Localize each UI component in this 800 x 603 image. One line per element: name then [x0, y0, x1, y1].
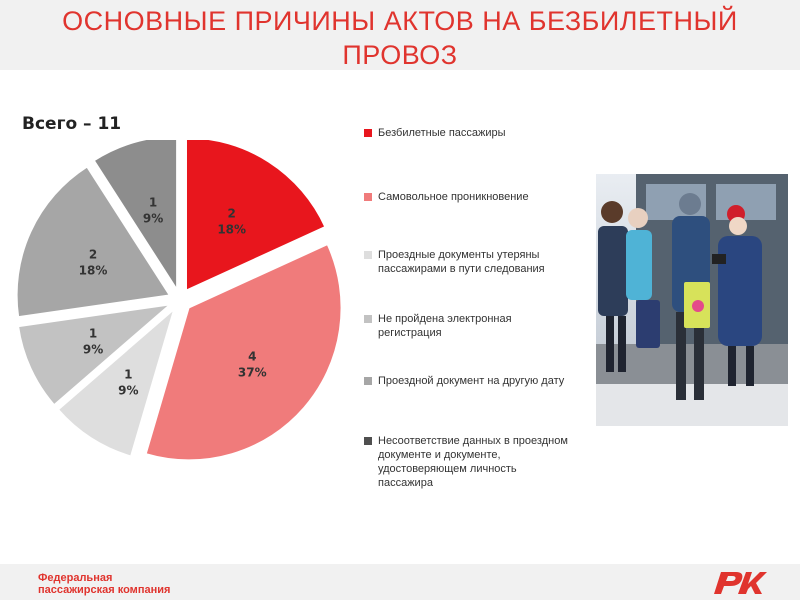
pie-percent-label: 9%	[118, 383, 139, 398]
page-title	[0, 4, 800, 72]
pie-value-label: 4	[248, 349, 257, 364]
pie-percent-label: 18%	[78, 263, 108, 278]
legend-label-line: регистрация	[378, 327, 442, 339]
legend-label-line: Проездные документы утеряны	[378, 249, 540, 261]
legend-swatch	[364, 377, 372, 385]
rzd-logo	[708, 568, 774, 603]
legend-item	[364, 126, 506, 140]
legend-label	[378, 434, 568, 490]
pie-value-label: 1	[148, 195, 158, 210]
legend-swatch	[364, 193, 372, 201]
legend-label	[378, 312, 512, 340]
legend-swatch	[364, 315, 372, 323]
legend-label	[378, 374, 564, 388]
legend-label-line: Несоответствие данных в проездном	[378, 435, 568, 447]
legend-label-line: пассажира	[378, 477, 433, 489]
legend-label-line: документе и документе,	[378, 449, 501, 461]
total-label: Всего – 11	[22, 114, 122, 134]
legend-item	[364, 374, 564, 388]
legend-label-line: Самовольное проникновение	[378, 191, 529, 203]
legend-label-line: Проездной документ на другую дату	[378, 375, 565, 387]
legend-item	[364, 190, 529, 204]
pie-value-label: 1	[88, 326, 98, 341]
legend-label	[378, 126, 506, 140]
pie-percent-label: 37%	[237, 365, 267, 380]
legend-item	[364, 434, 568, 490]
pie-percent-label: 9%	[142, 211, 164, 226]
company-line-2: пассажирская компания	[38, 584, 171, 596]
pie-chart	[0, 140, 360, 480]
company-name	[38, 572, 170, 596]
company-line-1: Федеральная	[38, 572, 113, 584]
pie-value-label: 2	[88, 247, 98, 262]
legend-swatch	[364, 129, 372, 137]
legend-label-line: Безбилетные пассажиры	[378, 127, 506, 139]
legend-swatch	[364, 437, 372, 445]
pie-percent-label: 18%	[217, 222, 247, 237]
legend-label	[378, 190, 529, 204]
pie-value-label: 2	[227, 206, 236, 221]
legend-label	[378, 248, 545, 276]
photo-passengers-and-conductor	[596, 174, 788, 426]
legend-label-line: удостоверяющем личность	[378, 463, 517, 475]
pie-value-label: 1	[124, 367, 133, 382]
legend-swatch	[364, 251, 372, 259]
title-line-2: ПРОВОЗ	[342, 40, 458, 70]
legend-item	[364, 248, 545, 276]
legend-label-line: пассажирами в пути следования	[378, 263, 545, 275]
title-line-1: ОСНОВНЫЕ ПРИЧИНЫ АКТОВ НА БЕЗБИЛЕТНЫЙ	[62, 6, 738, 36]
legend-label-line: Не пройдена электронная	[378, 313, 512, 325]
pie-percent-label: 9%	[82, 342, 104, 357]
legend-item	[364, 312, 512, 340]
